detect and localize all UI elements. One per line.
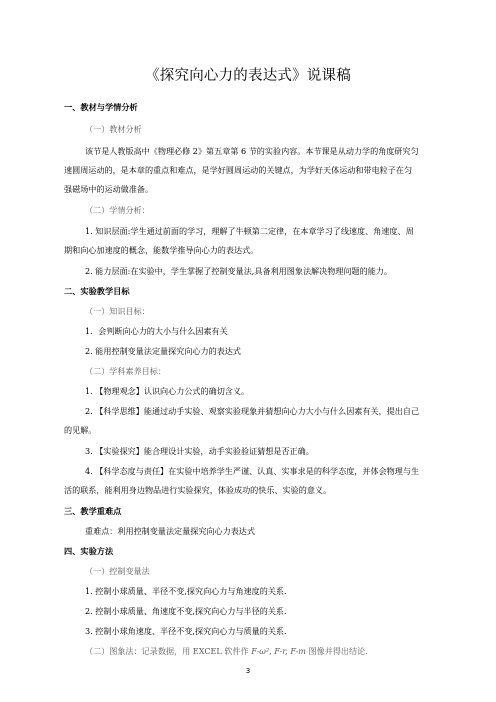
list-item: 1. 【物理观念】认识向心力公式的确切含义。 [85,386,250,396]
graph-method-text-end: 图像并得出结论. [305,646,368,656]
key-difficulty-text: 重难点：利用控制变量法定量探究向心力表达式 [85,526,255,536]
list-item: 3. 【实验探究】能合理设计实验，动手实验验证猜想是否正确。 [85,446,314,456]
subheading-competency-goals: （二）学科素养目标： [85,366,166,376]
section-heading-3: 三、教学重难点 [64,506,122,516]
list-item: 1．会判断向心力的大小与什么因素有关 [85,326,228,336]
section-heading-1: 一、教材与学情分析 [64,102,138,112]
paragraph-line: 强磁场中的运动做准备。 [64,184,154,194]
document-title: 《探究向心力的表达式》说课稿 [145,68,351,84]
list-item: 1. 控制小球质量、半径不变,探究向心力与角速度的关系. [85,586,287,596]
list-item: 4. 【科学态度与责任】在实验中培养学生严谨、认真、实事求是的科学态度，并体会物理与生 [85,466,420,476]
list-item: 3. 控制小球角速度、半径不变,探究向心力与质量的关系. [85,626,287,636]
page-number: 3 [245,667,251,675]
subheading-learner-analysis: （二）学情分析： [85,205,150,215]
list-item: 2. 能力层面:在实验中，学生掌握了控制变量法,具备利用图象法解决物理问题的能力。 [85,266,392,276]
list-item-continued: 的见解。 [64,425,97,435]
graph-method-text: （二）图象法：记录数据，用 EXCEL 软件作 [85,646,252,656]
list-item: 2. 控制小球质量、角速度不变,探究向心力与半径的关系. [85,606,287,616]
list-item-continued: 期和向心加速度的概念，能数学推导向心力的表达式。 [64,245,259,255]
formula-text: F-ω², F-r, F-m [251,646,306,656]
section-heading-2: 二、实验教学目标 [64,286,130,296]
paragraph-line: 速圆周运动的，是本章的重点和难点，是学好圆周运动的关键点，为学好天体运动和带电粒子在匀 [64,165,413,175]
section-heading-4: 四、实验方法 [64,546,114,556]
paragraph-line: 该节是人教版高中《物理必修 2》第五章第 6 节的实验内容。本节课是从动力学的角度研究匀 [85,146,419,156]
list-item-continued: 活的联系，能利用身边物品进行实验探究，体验成功的快乐、实验的意义。 [64,485,332,495]
subheading-knowledge-goals: （一）知识目标： [85,306,150,316]
list-item: 2. 【科学思维】能通过动手实验、观察实验现象并猜想向心力大小与什么因素有关，提出自己 [85,406,420,416]
list-item: 2. 能用控制变量法定量探究向心力的表达式 [85,346,241,356]
subheading-control-variable: （一）控制变量法 [85,566,150,576]
subheading-textbook-analysis: （一）教材分析 [85,124,142,134]
list-item: 1. 知识层面:学生通过前面的学习，理解了牛顿第二定律，在本章学习了线速度、角速度、周 [85,226,414,236]
subheading-graph-method [85,646,368,656]
